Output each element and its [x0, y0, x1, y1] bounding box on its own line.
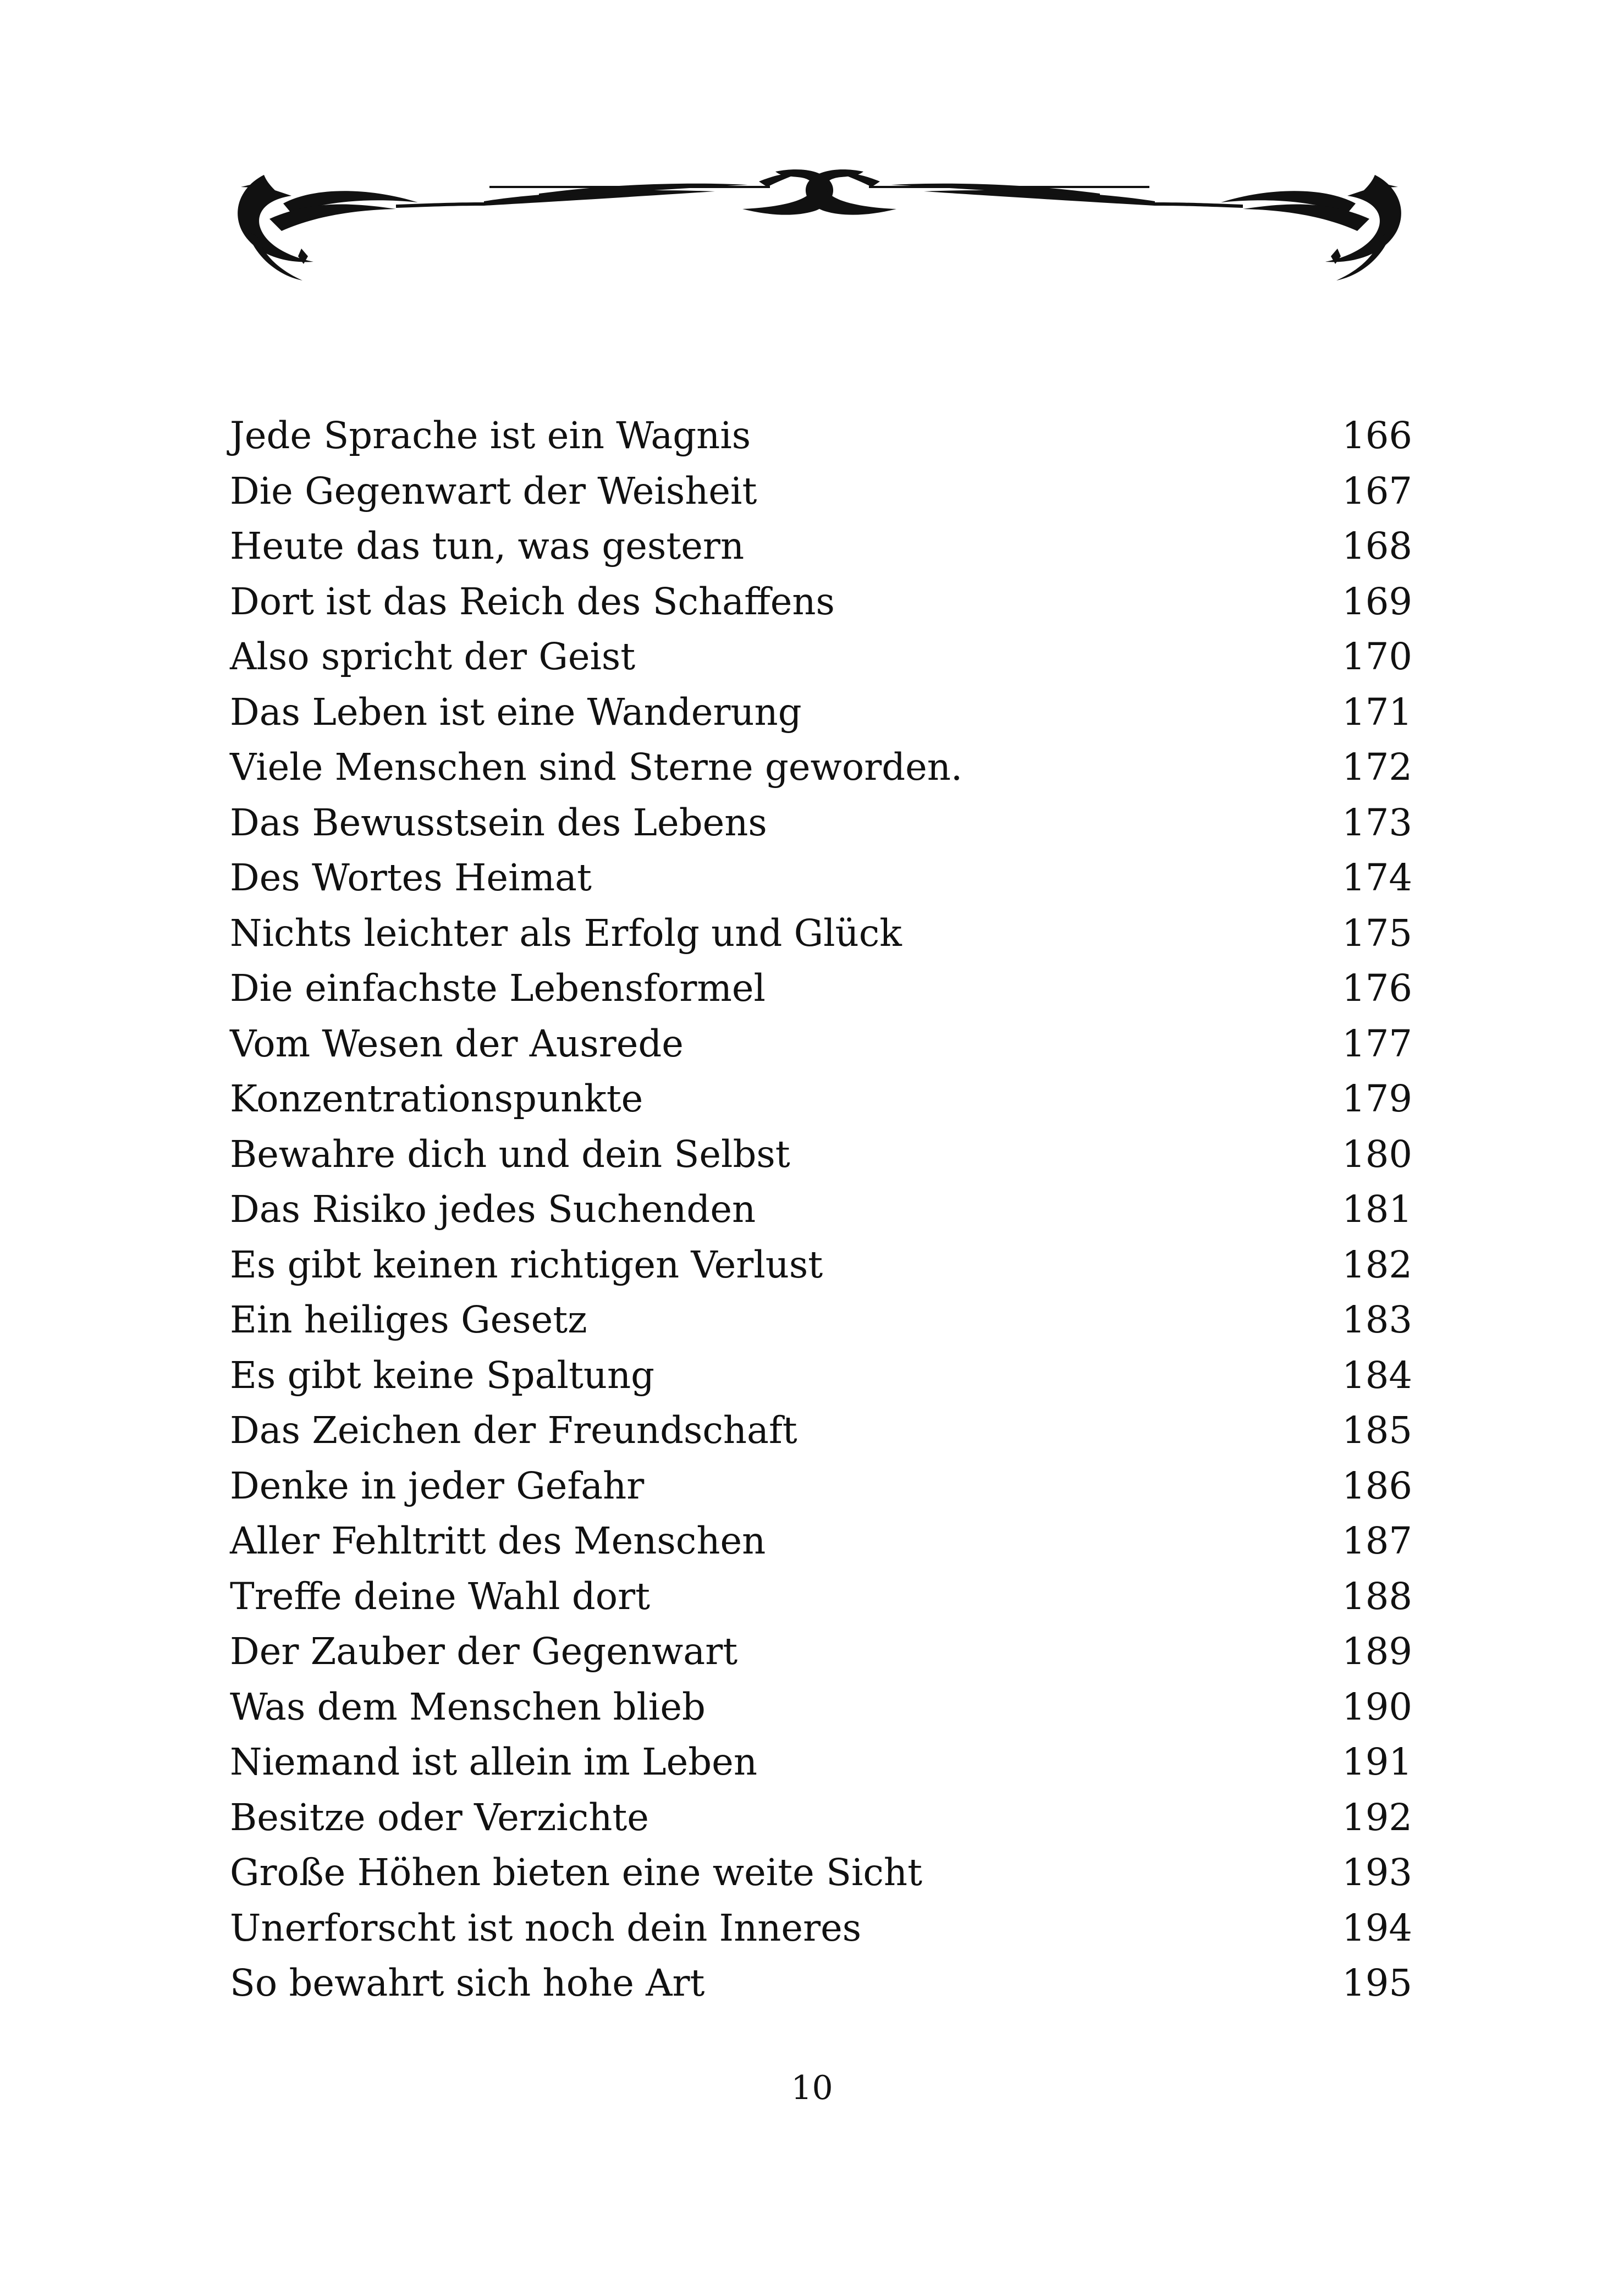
toc-entry [230, 1734, 1412, 1790]
toc-entry-title: Das Zeichen der Freundschaft [230, 1409, 797, 1452]
toc-entry-title: Unerforscht ist noch dein Inneres [230, 1906, 862, 1949]
toc-entry-page: 191 [1342, 1740, 1412, 1783]
toc-entry-page: 179 [1342, 1077, 1412, 1120]
toc-entry-title: Nichts leichter als Erfolg und Glück [230, 911, 902, 955]
toc-entry-title: Was dem Menschen blieb [230, 1685, 706, 1728]
toc-entry-title: Also spricht der Geist [230, 635, 636, 678]
toc-entry-title: Die einfachste Lebensformel [230, 967, 766, 1010]
toc-entry-page: 174 [1342, 856, 1412, 899]
toc-entry-page: 171 [1342, 690, 1412, 734]
toc-entry [230, 961, 1412, 1016]
toc-entry-title: Der Zauber der Gegenwart [230, 1630, 738, 1673]
toc-entry-title: Große Höhen bieten eine weite Sicht [230, 1851, 922, 1894]
toc-entry-page: 185 [1342, 1409, 1412, 1452]
toc-entry-page: 188 [1342, 1574, 1412, 1618]
toc-entry [230, 850, 1412, 906]
toc-entry [230, 464, 1412, 519]
toc-entry-title: Besitze oder Verzichte [230, 1795, 649, 1839]
toc-entry-title: Die Gegenwart der Weisheit [230, 469, 757, 513]
toc-entry-page: 190 [1342, 1685, 1412, 1728]
toc-entry-title: Viele Menschen sind Sterne geworden. [230, 746, 963, 789]
toc-entry-page: 193 [1342, 1851, 1412, 1894]
toc-entry [230, 1569, 1412, 1624]
toc-entry [230, 1348, 1412, 1403]
toc-entry [230, 1845, 1412, 1901]
toc-entry [230, 1127, 1412, 1182]
toc-entry [230, 1182, 1412, 1237]
toc-entry-title: Treffe deine Wahl dort [230, 1574, 651, 1618]
toc-entry [230, 1901, 1412, 1956]
toc-entry [230, 519, 1412, 574]
toc-entry-title: Es gibt keinen richtigen Verlust [230, 1243, 823, 1286]
toc-entry [230, 1403, 1412, 1458]
toc-entry [230, 629, 1412, 685]
toc-entry-page: 169 [1342, 580, 1412, 623]
toc-entry-title: Das Leben ist eine Wanderung [230, 690, 802, 734]
toc-entry [230, 574, 1412, 630]
toc-entry-title: Das Risiko jedes Suchenden [230, 1188, 756, 1231]
toc-entry-page: 192 [1342, 1795, 1412, 1839]
toc-entry-title: Niemand ist allein im Leben [230, 1740, 757, 1783]
toc-entry-title: Ein heiliges Gesetz [230, 1298, 587, 1341]
toc-entry-page: 195 [1342, 1962, 1412, 2004]
toc-entry-title: So bewahrt sich hohe Art [230, 1962, 705, 2004]
toc-entry-title: Das Bewusstsein des Lebens [230, 801, 767, 844]
toc-entry-title: Des Wortes Heimat [230, 856, 592, 899]
toc-entry-page: 177 [1342, 1022, 1412, 1065]
toc-entry-title: Dort ist das Reich des Schaffens [230, 580, 835, 623]
toc-entry-page: 166 [1342, 414, 1412, 457]
toc-entry [230, 1679, 1412, 1735]
toc-entry-page: 176 [1342, 967, 1412, 1010]
toc-entry-title: Vom Wesen der Ausrede [230, 1022, 684, 1065]
toc-entry [230, 1513, 1412, 1569]
toc-entry-page: 173 [1342, 801, 1412, 844]
toc-entry [230, 1624, 1412, 1679]
table-of-contents [230, 408, 1412, 2011]
toc-entry-page: 194 [1342, 1906, 1412, 1949]
toc-entry [230, 685, 1412, 740]
toc-entry-title: Konzentrationspunkte [230, 1077, 643, 1120]
toc-entry [230, 1016, 1412, 1072]
toc-entry-title: Heute das tun, was gestern [230, 525, 745, 568]
toc-entry-title: Es gibt keine Spaltung [230, 1353, 655, 1397]
toc-entry-page: 168 [1342, 525, 1412, 568]
toc-entry-page: 167 [1342, 469, 1412, 513]
toc-entry-title: Bewahre dich und dein Selbst [230, 1132, 790, 1176]
art-nouveau-ornament-icon [231, 148, 1408, 291]
toc-entry-page: 187 [1342, 1519, 1412, 1562]
toc-entry [230, 1790, 1412, 1846]
toc-entry [230, 408, 1412, 464]
toc-entry [230, 1292, 1412, 1348]
toc-entry-page: 175 [1342, 911, 1412, 955]
toc-entry [230, 740, 1412, 795]
toc-entry-page: 172 [1342, 746, 1412, 789]
page-number: 10 [791, 2069, 833, 2107]
toc-entry-title: Aller Fehltritt des Menschen [230, 1519, 766, 1562]
toc-entry [230, 1956, 1412, 2011]
toc-entry-title: Jede Sprache ist ein Wagnis [230, 414, 751, 457]
toc-entry-page: 184 [1342, 1353, 1412, 1397]
toc-entry-title: Denke in jeder Gefahr [230, 1464, 645, 1507]
toc-entry [230, 906, 1412, 961]
toc-entry-page: 189 [1342, 1630, 1412, 1673]
toc-entry [230, 1237, 1412, 1293]
toc-entry-page: 181 [1342, 1188, 1412, 1231]
toc-entry-page: 182 [1342, 1243, 1412, 1286]
toc-entry-page: 186 [1342, 1464, 1412, 1507]
toc-entry [230, 1071, 1412, 1127]
toc-entry [230, 1458, 1412, 1514]
toc-entry [230, 795, 1412, 851]
toc-entry-page: 180 [1342, 1132, 1412, 1176]
toc-entry-page: 183 [1342, 1298, 1412, 1341]
toc-entry-page: 170 [1342, 635, 1412, 678]
